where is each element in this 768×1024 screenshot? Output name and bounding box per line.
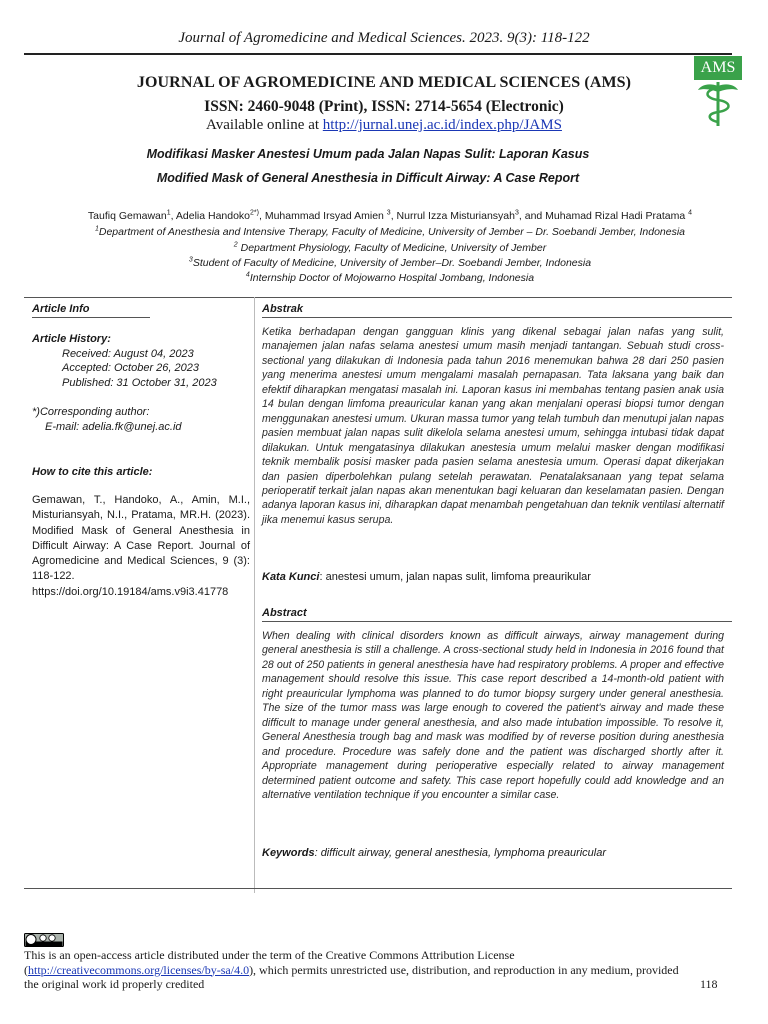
- published-date: Published: 31 October 31, 2023: [62, 377, 217, 389]
- affiliation-text: Department of Anesthesia and Intensive Therapy, Faculty of Medicine, University of Jember – Dr. Soebandi Jember, Indonesia: [98, 226, 686, 238]
- received-date: Received: August 04, 2023: [62, 348, 194, 360]
- author-name: , and Muhamad Rizal Hadi Pratama: [518, 210, 689, 222]
- kata-kunci-label: Kata Kunci: [262, 571, 320, 583]
- doi-link[interactable]: https://doi.org/10.19184/ams.v9i3.41778: [32, 586, 229, 598]
- journal-logo: [694, 56, 744, 130]
- article-history-heading: Article History:: [32, 333, 111, 345]
- accepted-date: Accepted: October 26, 2023: [62, 362, 199, 374]
- license-url-link[interactable]: http://creativecommons.org/licenses/by-sa/4.0: [28, 962, 250, 977]
- affiliation-2: [40, 242, 740, 254]
- citation-text: Gemawan, T., Handoko, A., Amin, M.I., Misturiansyah, N.I., Pratama, MR.H. (2023). Modified Mask of General Anesthesia in Difficult Airway: A Case Report. Journal of Agromedicine and Medical Sciences, 9 (3): 118-122.: [32, 494, 250, 583]
- abstract-heading: Abstract: [262, 607, 307, 619]
- creative-commons-icon[interactable]: [24, 933, 64, 947]
- license-line-2-rest: ), which permits unrestricted use, distribution, and reproduction in any medium, provided: [249, 962, 679, 977]
- issn-line: ISSN: 2460-9048 (Print), ISSN: 2714-5654 (Electronic): [204, 98, 564, 115]
- author-affil-sup: 2*): [250, 209, 259, 217]
- availability-prefix: Available online at: [206, 117, 323, 133]
- footer-rule: [24, 888, 732, 889]
- availability-line: [24, 117, 744, 134]
- journal-url-link[interactable]: http://jurnal.unej.ac.id/index.php/JAMS: [322, 117, 562, 133]
- author-list: [40, 210, 740, 222]
- article-info-heading: Article Info: [32, 303, 90, 315]
- affiliation-4: [40, 272, 740, 284]
- corresponding-email: E-mail: adelia.fk@unej.ac.id: [45, 421, 182, 433]
- license-paren: (: [24, 962, 28, 977]
- article-info-underline: [32, 317, 150, 318]
- abstrak-text: Ketika berhadapan dengan gangguan klinis yang dikenal sebagai jalan nafas yang sulit, manajemen jalan nafas selama anestesi umum masih menjadi tantangan. Sebuah studi cross-sectional yang dilakukan di Indonesia pada tahun 2016 menemukan bahwa 28 dari 250 pasien yang menerima anestesi umum mengalami masalah pernapasan. Tata laksana yang baik dan efektif diharapkan mengatasi masalah ini. Laporan kasus ini membahas tentang pasien anak usia 14 bulan dengan limfoma preauricular kanan yang akan menjalani operasi biopsi tumor dengan menggunakan anestesi umum. Ukuran massa tumor yang telah tumbuh dan menutupi jalan napas pasien membuat jalan napas sulit dikelola selama anestesi umum, sehingga intubasi tidak dapat dilakukan. Untuk mengatasinya dilakukan anestesia umum melalui masker dengan modifikasi teknik membalik posisi masker pada pasien selama anestesia umum. Operasi dapat dikerjakan dan pasien diperbolehkan pulang setelah perawatan. Penatalaksanaan yang tepat selama perioperatif terkait jalan napas akan menentukan bagi keluaran dan keselamatan pasien. Dengan adanya laporan kasus ini, diharapkan dapat menambah pengetahuan dan teknik ventilasi alternatif jika menemui kasus serupa.: [262, 326, 724, 526]
- page-number: 118: [700, 977, 718, 991]
- affiliation-1: [40, 226, 740, 238]
- abstract-text: When dealing with clinical disorders known as difficult airways, airway management during general anesthesia is still a challenge. A cross-sectional study held in Indonesia in 2016 found that 28 out of 250 patients in general anesthesia have had respiratory problems. A proper and effective management should resolve this issue. This case report described a 14-month-old patient with right preauricular lymphoma was planned to do tumor biopsy surgery under general anesthesia. The size of the tumor mass was large enough to covered the patient's airway and made these difficult to manage under general anesthesia, and also made intubation impossible. To resolve it, General Anesthesia trough bag and mask was modified by of reverse position during anesthesia and procedure. Procedure was safely done and the patient was discharged shortly after it. Appropriate management during perioperative especially related to airway management determined patient outcome and safety. This case report hopefully could add knowledge and an alternative ventilation technique if you encounter a similar case.: [262, 630, 724, 801]
- author-affil-sup: 3: [515, 209, 519, 217]
- section-rule: [24, 297, 732, 298]
- author-name: , Adelia Handoko: [170, 210, 251, 222]
- affiliation-text: Student of Faculty of Medicine, University of Jember–Dr. Soebandi Jember, Indonesia: [192, 257, 592, 269]
- affiliation-sup: 4: [245, 271, 250, 279]
- column-divider: [254, 297, 255, 893]
- keywords: [262, 847, 732, 859]
- license-line-2: [24, 963, 744, 978]
- author-name: , Muhammad Irsyad Amien: [258, 210, 387, 222]
- keywords-label: Keywords: [262, 847, 315, 859]
- title-indonesian: Modifikasi Masker Anestesi Umum pada Jalan Napas Sulit: Laporan Kasus: [146, 147, 590, 161]
- journal-name: JOURNAL OF AGROMEDICINE AND MEDICAL SCIENCES (AMS): [136, 74, 632, 91]
- title-english: Modified Mask of General Anesthesia in Difficult Airway: A Case Report: [156, 171, 580, 185]
- logo-text: AMS: [694, 56, 742, 80]
- abstrak-underline: [262, 317, 732, 318]
- author-affil-sup: 1: [166, 209, 171, 217]
- cite-heading: How to cite this article:: [32, 466, 153, 478]
- corresponding-author-label: *)Corresponding author:: [32, 406, 150, 418]
- header-rule: [24, 53, 732, 55]
- keywords-text: : difficult airway, general anesthesia, lymphoma preauricular: [314, 847, 607, 859]
- running-header: Journal of Agromedicine and Medical Sciences. 2023. 9(3): 118-122: [178, 30, 590, 46]
- license-text: [24, 948, 744, 992]
- affiliation-sup: 1: [94, 225, 99, 233]
- affiliation-sup: 3: [188, 256, 193, 264]
- author-affil-sup: 3: [386, 209, 391, 217]
- kata-kunci: [262, 571, 732, 583]
- kata-kunci-text: : anestesi umum, jalan napas sulit, limfoma preaurikular: [319, 571, 591, 583]
- author-affil-sup: 4: [688, 209, 693, 217]
- affiliation-sup: 2: [233, 241, 238, 249]
- abstract-underline: [262, 621, 732, 622]
- abstrak-heading: Abstrak: [262, 303, 303, 315]
- affiliation-3: [40, 257, 740, 269]
- license-line-1: This is an open-access article distributed under the term of the Creative Commons Attribution License: [24, 948, 515, 962]
- affiliation-text: Department Physiology, Faculty of Medicine, University of Jember: [237, 242, 547, 254]
- caduceus-icon: [694, 80, 742, 128]
- affiliation-text: Internship Doctor of Mojowarno Hospital Jombang, Indonesia: [249, 272, 535, 284]
- license-line-3: the original work id properly credited: [24, 977, 205, 991]
- author-name: , Nurrul Izza Misturiansyah: [390, 210, 515, 222]
- author-name: Taufiq Gemawan: [87, 210, 167, 222]
